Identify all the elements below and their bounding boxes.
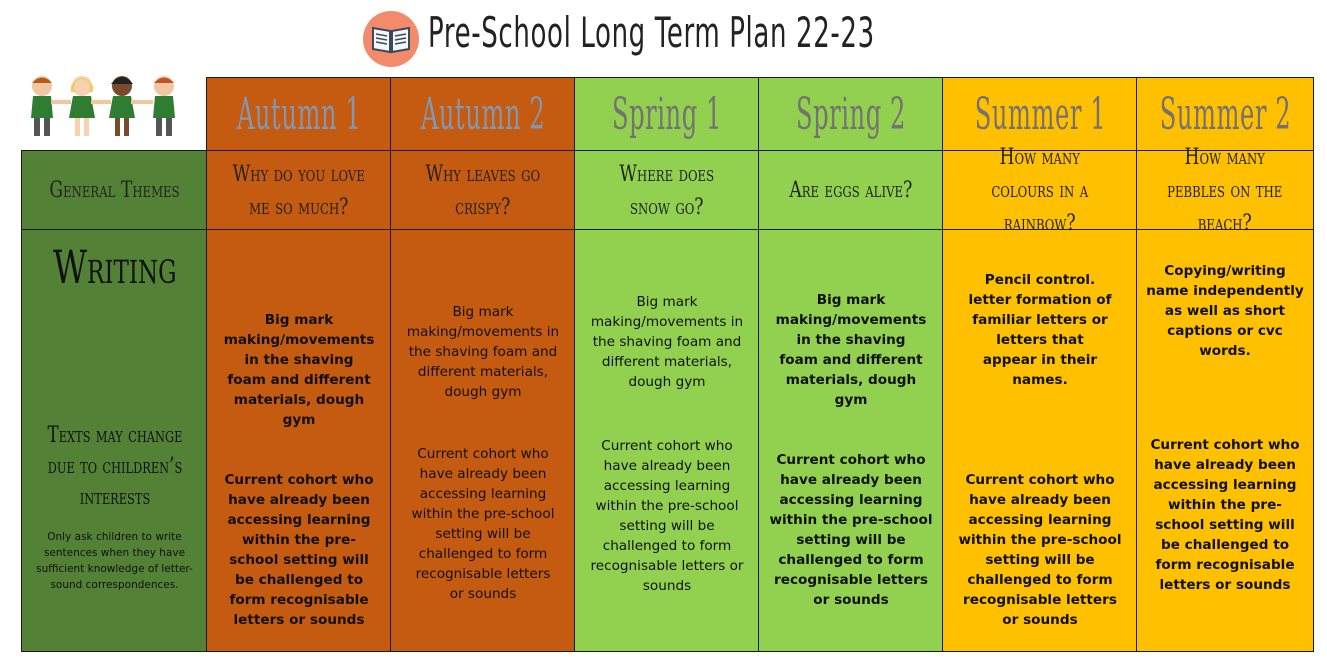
writing-small-note: Only ask children to write sentences when they have sufficient knowledge of letter-sound correspondences. — [36, 531, 193, 592]
theme-summer-2: How many pebbles on the beach? — [1136, 150, 1314, 231]
title-row — [0, 0, 1327, 72]
writing-note: Texts may change due to children’s interests — [47, 423, 182, 511]
writing-text-a: Big mark making/movements in the shaving foam and different materials, dough gym — [590, 294, 744, 391]
writing-text-a: Pencil control. letter formation of familiar letters or letters that appear in their names. — [968, 272, 1112, 389]
term-header-summer-2: Summer 2 — [1136, 77, 1314, 152]
writing-text-b: Current cohort who have already been accessing learning within the pre-school setting will be challenged to form recognisable letters or sounds — [224, 472, 374, 629]
theme-spring-1: Where does snow go? — [574, 150, 760, 231]
plan-table — [22, 78, 1313, 651]
writing-text-b: Current cohort who have already been accessing learning within the pre-school setting will be challenged to form recognisable letters or sounds — [958, 472, 1122, 629]
writing-spring-2 — [758, 229, 944, 652]
writing-text-a: Copying/writing name independently as well as short captions or cvc words. — [1146, 263, 1304, 360]
theme-summer-1: How many colours in a rainbow? — [942, 150, 1138, 231]
theme-spring-2: Are eggs alive? — [758, 150, 944, 231]
writing-text-a: Big mark making/movements in the shaving foam and different materials, dough gym — [223, 312, 375, 429]
writing-summer-2 — [1136, 229, 1314, 652]
general-themes-label: General Themes — [21, 150, 208, 231]
term-header-spring-1: Spring 1 — [574, 77, 760, 152]
term-header-summer-1: Summer 1 — [942, 77, 1138, 152]
corner-cell — [22, 78, 207, 151]
writing-spring-1 — [574, 229, 760, 652]
writing-text-a: Big mark making/movements in the shaving foam and different materials, dough gym — [406, 304, 560, 401]
writing-text-b: Current cohort who have already been accessing learning within the pre-school setting will be challenged to form recognisable letters or sounds — [590, 438, 744, 595]
term-header-spring-2: Spring 2 — [758, 77, 944, 152]
writing-heading: Writing — [52, 240, 177, 295]
open-book-icon — [363, 11, 419, 67]
writing-summer-1 — [942, 229, 1138, 652]
writing-text-b: Current cohort who have already been accessing learning within the pre-school setting will be challenged to form recognisable letters or sounds — [1150, 437, 1300, 594]
writing-autumn-1 — [206, 229, 392, 652]
writing-text-b: Current cohort who have already been accessing learning within the pre-school setting will be challenged to form recognisable letters or sounds — [769, 452, 933, 609]
writing-text-a: Big mark making/movements in the shaving foam and different materials, dough gym — [775, 292, 927, 409]
page-title: Pre-School Long Term Plan 22-23 — [428, 8, 875, 57]
writing-text-b: Current cohort who have already been accessing learning within the pre-school setting will be challenged to form recognisable letters or sounds — [411, 446, 555, 603]
term-header-autumn-1: Autumn 1 — [206, 77, 392, 152]
theme-autumn-1: Why do you love me so much? — [206, 150, 392, 231]
writing-label-cell — [21, 229, 208, 652]
writing-autumn-2 — [390, 229, 576, 652]
term-header-autumn-2: Autumn 2 — [390, 77, 576, 152]
theme-autumn-2: Why leaves go crispy? — [390, 150, 576, 231]
